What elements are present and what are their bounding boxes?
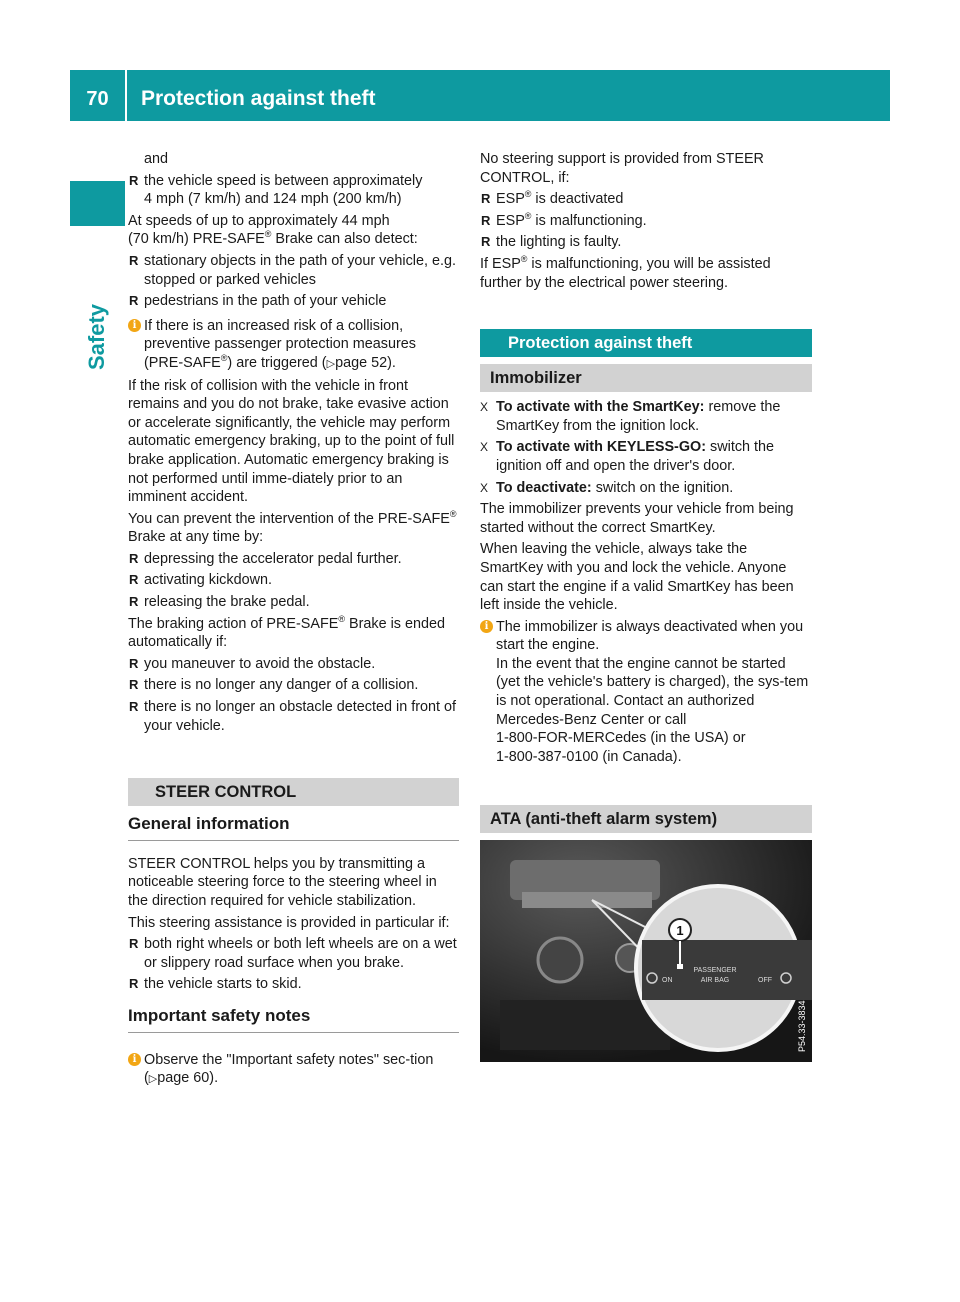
bullet-icon: R (129, 550, 139, 566)
info-icon: i (128, 1053, 141, 1066)
list-item: R ESP® is malfunctioning. (481, 210, 647, 229)
info-note: i The immobilizer is always deactivated when you start the engine. In the event that the engine cannot be started (yet the vehicle's battery is charged), the sys-tem is not operational. Contact an authorized Mercedes-Benz Center or call 1-800-FOR-MERCedes (in the USA) or 1-800-387-0100 (in Canada). (480, 618, 812, 767)
section-heading-protection-against-theft: Protection against theft (480, 329, 812, 357)
list-item: R depressing the accelerator pedal further. (129, 550, 402, 567)
registered-mark: ® (264, 229, 272, 240)
paragraph: At speeds of up to approximately 44 mph (70 km/h) PRE-SAFE® Brake can also detect: (128, 212, 418, 248)
registered-mark: ® (524, 189, 532, 200)
list-item: R you maneuver to avoid the obstacle. (129, 655, 376, 672)
indicator-label-airbag: AIR BAG (700, 977, 730, 985)
control-knob (538, 938, 582, 982)
button-row (522, 892, 652, 908)
info-note: i If there is an increased risk of a collision, preventive passenger protection measures (PRE-SAFE®) are triggered (▷page 52). (128, 317, 459, 374)
list-item: R activating kickdown. (129, 572, 272, 589)
info-icon: i (480, 620, 493, 633)
paragraph: This steering assistance is provided in particular if: (128, 914, 450, 931)
paragraph: The braking action of PRE-SAFE® Brake is ended automatically if: (128, 613, 445, 651)
list-item: R the vehicle starts to skid. (129, 976, 302, 993)
chapter-label: Safety (84, 303, 109, 370)
section-heading-ata: ATA (anti-theft alarm system) (480, 805, 812, 833)
bullet-icon: R (481, 212, 491, 228)
right-column (480, 150, 812, 1062)
paragraph: When leaving the vehicle, always take the SmartKey with you and lock the vehicle. Anyone can start the engine if a valid SmartKey has been left inside the vehicle. (480, 541, 794, 614)
header-divider (125, 70, 127, 121)
paragraph: If the risk of collision with the vehicle in front remains and you do not brake, take evasive action or accelerate significantly, the vehicle may perform automatic emergency braking, up to the point of full brake application. Automatic emergency braking is not performed until imme-diately prior to an imminent accident. (128, 377, 455, 506)
list-item: R ESP® is deactivated (481, 189, 624, 208)
page-title: Protection against theft (141, 87, 376, 110)
bullet-icon: R (129, 252, 139, 268)
step-arrow-icon: X (480, 440, 489, 455)
bullet-icon: R (129, 572, 139, 588)
indicator-label-off: OFF (758, 977, 772, 985)
instruction-step: X To activate with KEYLESS-GO: switch the ignition off and open the driver's door. (480, 439, 775, 474)
paragraph: The immobilizer prevents your vehicle from being started without the correct SmartKey. (480, 501, 794, 536)
bullet-icon: R (481, 191, 491, 207)
instruction-step: X To activate with the SmartKey: remove the SmartKey from the ignition lock. (480, 399, 781, 434)
paragraph: and (144, 151, 169, 167)
list-item: R there is no longer an obstacle detected in front of your vehicle. (129, 699, 456, 734)
bullet-icon: R (129, 293, 139, 309)
list-item: R stationary objects in the path of your vehicle, e.g. stopped or parked vehicles (129, 252, 456, 288)
photo-illustration (480, 840, 812, 1062)
bullet-icon: R (129, 172, 139, 188)
bullet-icon: R (129, 655, 139, 671)
registered-mark: ® (220, 353, 228, 364)
page-link[interactable]: page 60). (157, 1070, 219, 1087)
subheading-general-information: General information (128, 815, 459, 841)
list-item: R there is no longer any danger of a collision. (129, 677, 419, 694)
list-item: R releasing the brake pedal. (129, 594, 310, 611)
bullet-icon: R (129, 594, 139, 610)
list-item: R the vehicle speed is between approximately 4 mph (7 km/h) and 124 mph (200 km/h) (129, 172, 423, 208)
bullet-icon: R (129, 976, 139, 992)
step-arrow-icon: X (480, 480, 489, 495)
registered-mark: ® (449, 508, 457, 519)
bullet-icon: R (129, 677, 139, 693)
page-ref-icon: ▷ (148, 1073, 158, 1086)
passenger-airbag-indicator-photo (480, 840, 812, 1062)
page-header (70, 70, 890, 121)
indicator-label-on: ON (662, 977, 673, 985)
bullet-icon: R (129, 936, 139, 952)
section-heading-steer-control: STEER CONTROL (128, 778, 459, 806)
step-arrow-icon: X (480, 400, 489, 415)
list-item: R pedestrians in the path of your vehicle (129, 293, 387, 310)
instruction-step: X To deactivate: switch on the ignition. (480, 479, 734, 496)
registered-mark: ® (338, 613, 345, 624)
paragraph: No steering support is provided from STEER CONTROL, if: (480, 151, 764, 186)
registered-mark: ® (520, 254, 528, 265)
page-number: 70 (86, 88, 109, 110)
info-note: i Observe the "Important safety notes" sec-tion (▷page 60). (128, 1051, 459, 1089)
list-item: R both right wheels or both left wheels are on a wet or slippery road surface when you brake. (129, 936, 457, 971)
chapter-marker (70, 181, 125, 226)
paragraph: If ESP® is malfunctioning, you will be assisted further by the electrical power steering. (480, 254, 771, 291)
paragraph: You can prevent the intervention of the PRE-SAFE® Brake at any time by: (128, 508, 457, 546)
bullet-icon: R (129, 699, 139, 715)
chapter-tab (84, 300, 114, 410)
subheading-important-safety-notes: Important safety notes (128, 1007, 459, 1033)
page-ref-icon: ▷ (326, 357, 336, 370)
image-code: P54.33-3834 (797, 1000, 807, 1053)
paragraph: STEER CONTROL helps you by transmitting a noticeable steering force to the steering wheel in the direction required for vehicle stabilization. (128, 855, 437, 909)
section-heading-immobilizer: Immobilizer (480, 364, 812, 392)
left-column (128, 150, 459, 1092)
callout-number: 1 (676, 923, 684, 939)
indicator-lamp (677, 964, 683, 969)
bullet-icon: R (481, 234, 491, 250)
indicator-label-passenger: PASSENGER (693, 967, 737, 975)
list-item: R the lighting is faulty. (481, 234, 622, 251)
page-link[interactable]: page 52). (335, 354, 396, 371)
info-icon: i (128, 319, 141, 332)
registered-mark: ® (524, 210, 532, 221)
